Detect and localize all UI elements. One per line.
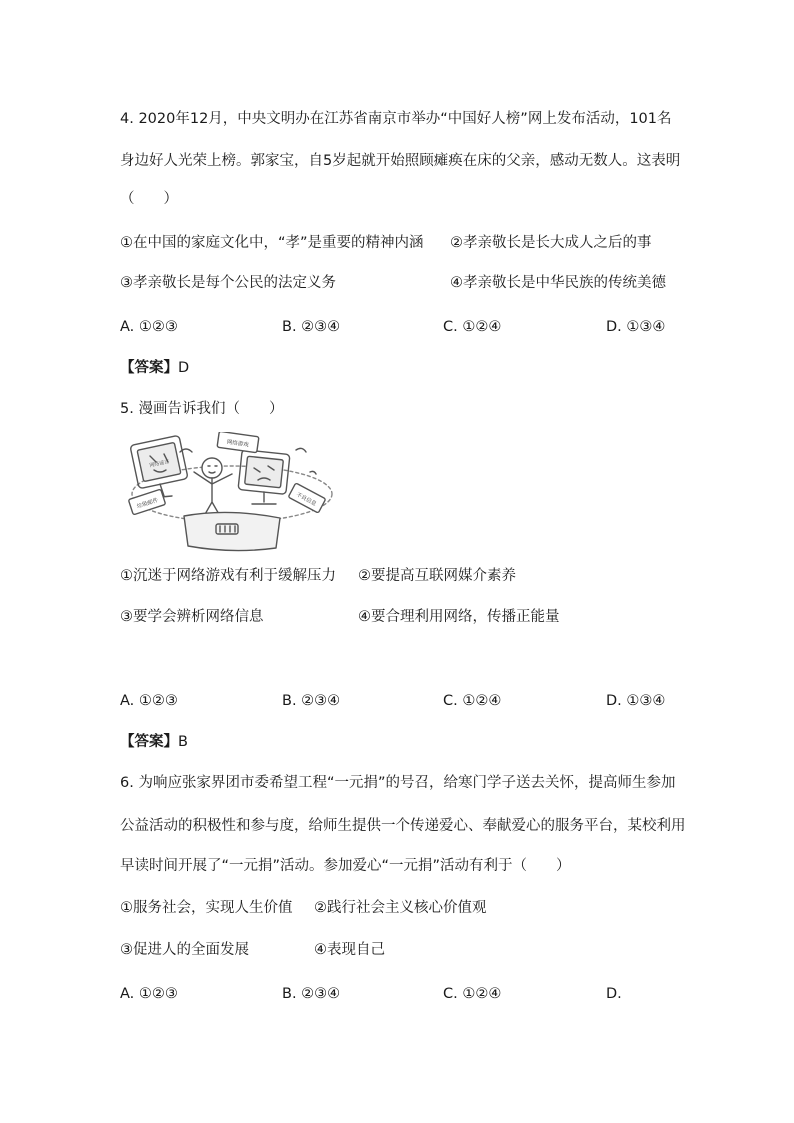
answer-label: 【答案】 — [120, 734, 178, 750]
answer-value: B — [178, 734, 188, 750]
q4-answer — [120, 359, 189, 377]
q4-choice-a: A. ①②③ — [120, 319, 178, 335]
q4-statement-4: ④孝亲敬长是中华民族的传统美德 — [450, 275, 666, 291]
q6-statement-4: ④表现自己 — [314, 942, 385, 958]
q5-stem-line-1: 5. 漫画告诉我们（ ） — [120, 401, 284, 417]
q6-stem-line-2: 公益活动的积极性和参与度，给师生提供一个传递爱心、奉献爱心的服务平台，某校利用 — [120, 818, 686, 834]
q5-choice-c: C. ①②④ — [443, 693, 502, 709]
q5-statement-3: ③要学会辨析网络信息 — [120, 609, 264, 625]
q6-choice-a: A. ①②③ — [120, 986, 178, 1002]
q6-stem-line-1: 6. 为响应张家界团市委希望工程“一元捐”的号召，给寒门学子送去关怀，提高师生参加 — [120, 775, 676, 791]
q4-choice-b: B. ②③④ — [282, 319, 341, 335]
q5-choice-b: B. ②③④ — [282, 693, 341, 709]
q4-choice-d: D. ①③④ — [606, 319, 666, 335]
q4-statement-2: ②孝亲敬长是长大成人之后的事 — [450, 235, 652, 251]
q4-stem-line-2: 身边好人光荣上榜。郭家宝，自5岁起就开始照顾瘫痪在床的父亲，感动无数人。这表明 — [120, 153, 681, 169]
q6-statement-3: ③促进人的全面发展 — [120, 942, 249, 958]
q5-answer — [120, 733, 188, 751]
q5-choice-a: A. ①②③ — [120, 693, 178, 709]
cartoon-label-left: 垃圾邮件 — [136, 497, 160, 511]
answer-value: D — [178, 360, 190, 376]
q5-statement-1: ①沉迷于网络游戏有利于缓解压力 — [120, 568, 336, 584]
q4-statement-1: ①在中国的家庭文化中，“孝”是重要的精神内涵 — [120, 235, 424, 251]
q6-choice-d: D. — [606, 986, 622, 1002]
q6-choice-b: B. ②③④ — [282, 986, 341, 1002]
q4-stem-line-3: （ ） — [120, 191, 178, 207]
cartoon-label-top: 网络游戏 — [226, 439, 250, 449]
q5-choice-d: D. ①③④ — [606, 693, 666, 709]
q6-choice-c: C. ①②④ — [443, 986, 502, 1002]
q4-choice-c: C. ①②④ — [443, 319, 502, 335]
q4-statement-3: ③孝亲敬长是每个公民的法定义务 — [120, 275, 336, 291]
cartoon-image — [120, 432, 338, 554]
q5-statement-4: ④要合理利用网络，传播正能量 — [358, 609, 560, 625]
cartoon-label-right: 不良信息 — [294, 491, 318, 508]
q4-stem-line-1: 4. 2020年12月，中央文明办在江苏省南京市举办“中国好人榜”网上发布活动，101名 — [120, 111, 672, 127]
cartoon-screen-label: 网络谣言 — [149, 458, 170, 469]
q5-statement-2: ②要提高互联网媒介素养 — [358, 568, 516, 584]
q6-stem-line-3: 早读时间开展了“一元捐”活动。参加爱心“一元捐”活动有利于（ ） — [120, 858, 571, 874]
q6-statement-1: ①服务社会，实现人生价值 — [120, 900, 293, 916]
answer-label: 【答案】 — [120, 360, 178, 376]
q6-statement-2: ②践行社会主义核心价值观 — [314, 900, 487, 916]
